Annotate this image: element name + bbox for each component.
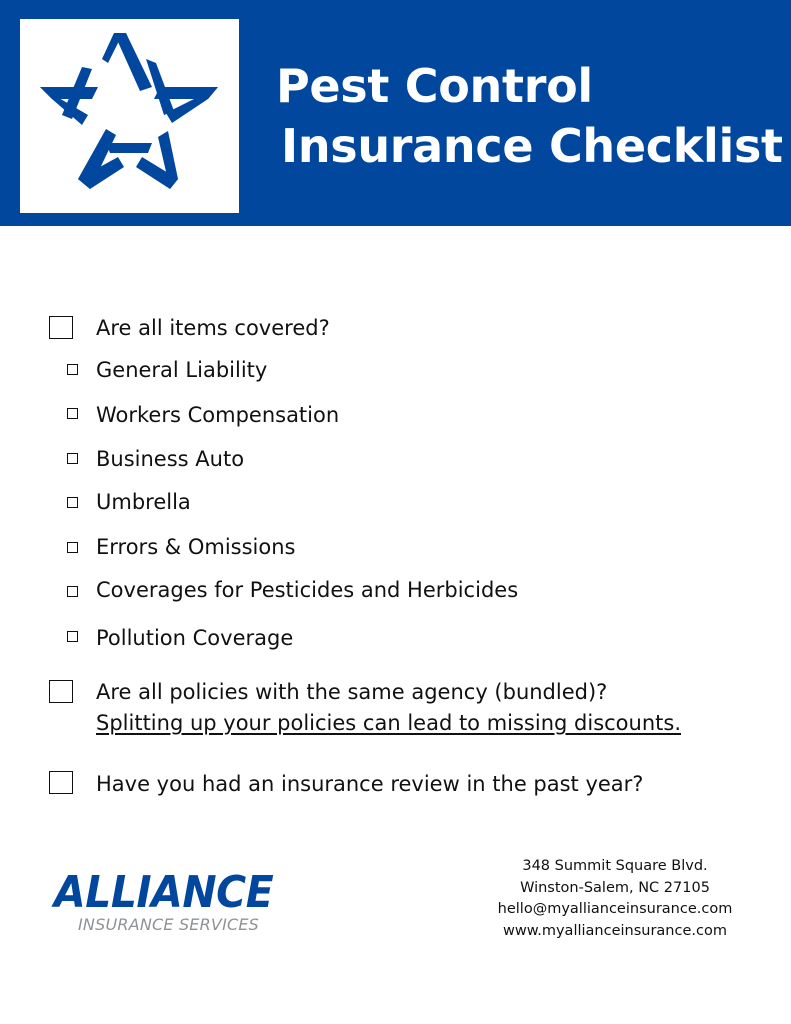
title-line-2: Insurance Checklist: [281, 119, 783, 173]
title-line-1: Pest Control: [276, 59, 593, 113]
header-banner: [0, 0, 791, 226]
checklist-subitem: Pollution Coverage: [96, 626, 294, 650]
checklist-subitem: Umbrella: [96, 490, 191, 514]
checkbox-pollution-coverage[interactable]: [67, 631, 78, 642]
checklist-subitem: Workers Compensation: [96, 403, 340, 427]
checklist-item-insurance-review: Have you had an insurance review in the past year?: [96, 772, 644, 796]
checkbox-errors-omissions[interactable]: [67, 542, 78, 553]
logo-box: [20, 19, 239, 213]
checkbox-workers-compensation[interactable]: [67, 408, 78, 419]
checkbox-pesticides-herbicides[interactable]: [67, 586, 78, 597]
brand-subtitle: INSURANCE SERVICES: [78, 915, 260, 934]
checkbox-general-liability[interactable]: [67, 364, 78, 375]
checkbox-items-covered[interactable]: [49, 316, 73, 339]
website-link[interactable]: www.myallianceinsurance.com: [503, 922, 727, 939]
contact-block: [470, 856, 760, 942]
star-icon: [20, 19, 239, 213]
checklist-item-bundled: Are all policies with the same agency (bundled)?: [96, 680, 608, 704]
email-link[interactable]: hello@myallianceinsurance.com: [497, 901, 733, 917]
page-title: [276, 56, 783, 176]
checkbox-bundled[interactable]: [49, 680, 73, 703]
checkbox-insurance-review[interactable]: [49, 771, 73, 794]
brand-name: ALLIANCE: [54, 867, 274, 918]
checkbox-business-auto[interactable]: [67, 453, 78, 464]
checklist-subitem: Business Auto: [96, 447, 245, 471]
checkbox-umbrella[interactable]: [67, 497, 78, 508]
alliance-logo: [54, 867, 290, 934]
address-line-1: 348 Summit Square Blvd.: [522, 858, 708, 874]
address-line-2: Winston-Salem, NC 27105: [520, 879, 710, 896]
checklist-subitem: Errors & Omissions: [96, 535, 296, 559]
bundled-note: Splitting up your policies can lead to missing discounts.: [96, 711, 681, 735]
checklist-subitem: Coverages for Pesticides and Herbicides: [96, 578, 519, 602]
checklist-item-items-covered: Are all items covered?: [96, 316, 330, 340]
checklist-subitem: General Liability: [96, 358, 268, 382]
